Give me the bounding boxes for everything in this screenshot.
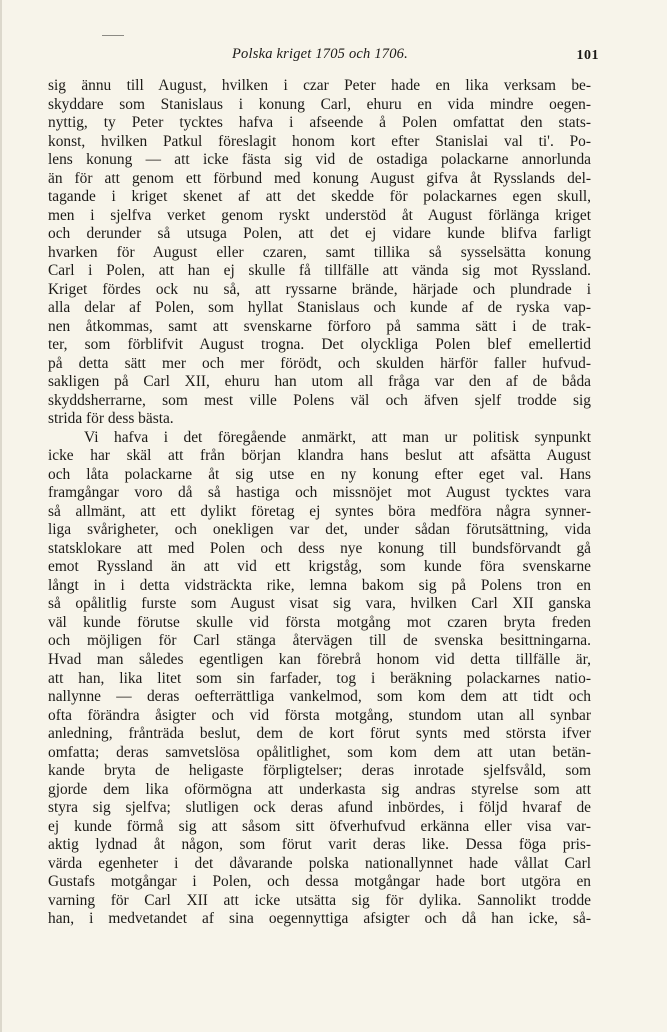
text-line: Kriget fördes ock nu så, att ryssarne brände, härjade och plundrade i <box>48 280 591 298</box>
text-line: ofta förändra åsigter och vid första motgång, stundom utan all synbar <box>48 706 591 724</box>
text-line: emot Ryssland än att vid ett krigståg, som kunde föra svenskarne <box>48 558 591 576</box>
running-title: Polska kriget 1705 och 1706. <box>232 46 408 62</box>
text-line: och möjligen för Carl stänga återvägen till de svenska besittningarna. <box>48 632 591 650</box>
text-line: långt in i detta vidsträckta rike, lemna bakom sig på Polens tron en <box>48 576 591 594</box>
text-line: och låta polackarne åt sig utse en ny konung efter eget val. Hans <box>48 465 591 483</box>
text-line: tagande i kriget skenet af att det skedde för polackarnes egen skull, <box>48 188 591 206</box>
text-line: framgångar voro då så hastiga och missnöjet mot August tycktes vara <box>48 484 591 502</box>
page-number: 101 <box>576 48 599 63</box>
text-line: nallynne — deras oefterrättliga vankelmod, som kom dem att tidt och <box>48 688 591 706</box>
body-text <box>48 77 591 929</box>
text-line: ej kunde förmå sig att såsom sitt öfverhufvud erkänna eller visa var- <box>48 817 591 835</box>
text-line: på detta sätt mer och mer förödt, och skulden härför faller hufvud- <box>48 354 591 372</box>
text-line: statsklokare att med Polen och dess nye konung till bundsförvandt gå <box>48 539 591 557</box>
text-line: liga svårigheter, och onekligen var det, under sådan förutsättning, vida <box>48 521 591 539</box>
text-line: nen åtkommas, samt att svenskarne förforo på samma sätt i de trak- <box>48 317 591 335</box>
running-head <box>2 46 667 68</box>
text-line: varning för Carl XII att icke utsätta sig för dylika. Sannolikt trodde <box>48 891 591 909</box>
text-line: värda egenheter i det dåvarande polska nationallynnet hade vållat Carl <box>48 854 591 872</box>
top-rule-mark <box>102 35 124 36</box>
text-line: väl kunde förutse skulle vid första motgång mot czaren bryta freden <box>48 613 591 631</box>
paragraph-start-line: Vi hafva i det föregående anmärkt, att man ur politisk synpunkt <box>84 428 591 446</box>
text-line: Carl i Polen, att han ej skulle få tillfälle att vända sig mot Ryssland. <box>48 262 591 280</box>
text-line: konst, hvilken Patkul föreslagit honom kort efter Stanislai val ti'. Po- <box>48 132 591 150</box>
text-line: och derunder så utsuga Polen, att det ej vidare kunde blifva farligt <box>48 225 591 243</box>
text-line: alla delar af Polen, som hyllat Stanislaus och kunde af de ryska vap- <box>48 299 591 317</box>
text-line: aktig lydnad åt någon, som förut varit deras like. Dessa föga pris- <box>48 836 591 854</box>
text-line: icke har skäl att från början klandra hans beslut att afsätta August <box>48 447 591 465</box>
text-line: nyttig, ty Peter tycktes hafva i afseende å Polen omfattat den stats- <box>48 114 591 132</box>
text-line: än för att genom ett förbund med konung August gifva åt Rysslands del- <box>48 169 591 187</box>
text-line: skyddare som Stanislaus i konung Carl, ehuru en vida mindre oegen- <box>48 95 591 113</box>
text-line: sakligen på Carl XII, ehuru han utom all fråga var den af de båda <box>48 373 591 391</box>
text-line: gjorde dem lika oförmögna att underkasta sig andras styrelse som att <box>48 780 591 798</box>
paragraph-end-line: strida för dess bästa. <box>48 410 174 428</box>
text-line: men i sjelfva verket genom ryskt understöd åt August förlänga kriget <box>48 206 591 224</box>
text-line: lens konung — att icke fästa sig vid de ostadiga polackarne annorlunda <box>48 151 591 169</box>
text-line: hvarken för August eller czaren, samt tillika så sysselsätta konung <box>48 243 591 261</box>
text-line: att han, lika litet som sin farfader, tog i beräkning polackarnes natio- <box>48 669 591 687</box>
text-line: Gustafs motgångar i Polen, och dessa motgångar hade bort utgöra en <box>48 873 591 891</box>
text-line: omfatta; deras samvetslösa opålitlighet, som kom dem att utan betän- <box>48 743 591 761</box>
text-line: kande bryta de heligaste förpligtelser; deras inrotade sjelfsvåld, som <box>48 762 591 780</box>
text-line: så allmänt, att ett dylikt företag ej syntes böra medföra några synner- <box>48 502 591 520</box>
text-line: skyddsherrarne, som mest ville Polens väl och äfven sjelf trodde sig <box>48 391 591 409</box>
text-line: Hvad man således egentligen kan förebrå honom vid detta tillfälle är, <box>48 650 591 668</box>
text-line: anledning, frånträda beslut, dem de kort förut synts med största ifver <box>48 725 591 743</box>
text-line: så opålitlig furste som August visat sig vara, hvilken Carl XII ganska <box>48 595 591 613</box>
text-line: han, i medvetandet af sina oegennyttiga afsigter och då han icke, så- <box>48 910 591 928</box>
text-line: ter, som förblifvit August trogna. Det olyckliga Polen blef emellertid <box>48 336 591 354</box>
text-line: sig ännu till August, hvilken i czar Peter hade en lika verksam be- <box>48 77 591 94</box>
text-line: styra sig sjelfva; slutligen ock deras afund inbördes, i följd hvaraf de <box>48 799 591 817</box>
